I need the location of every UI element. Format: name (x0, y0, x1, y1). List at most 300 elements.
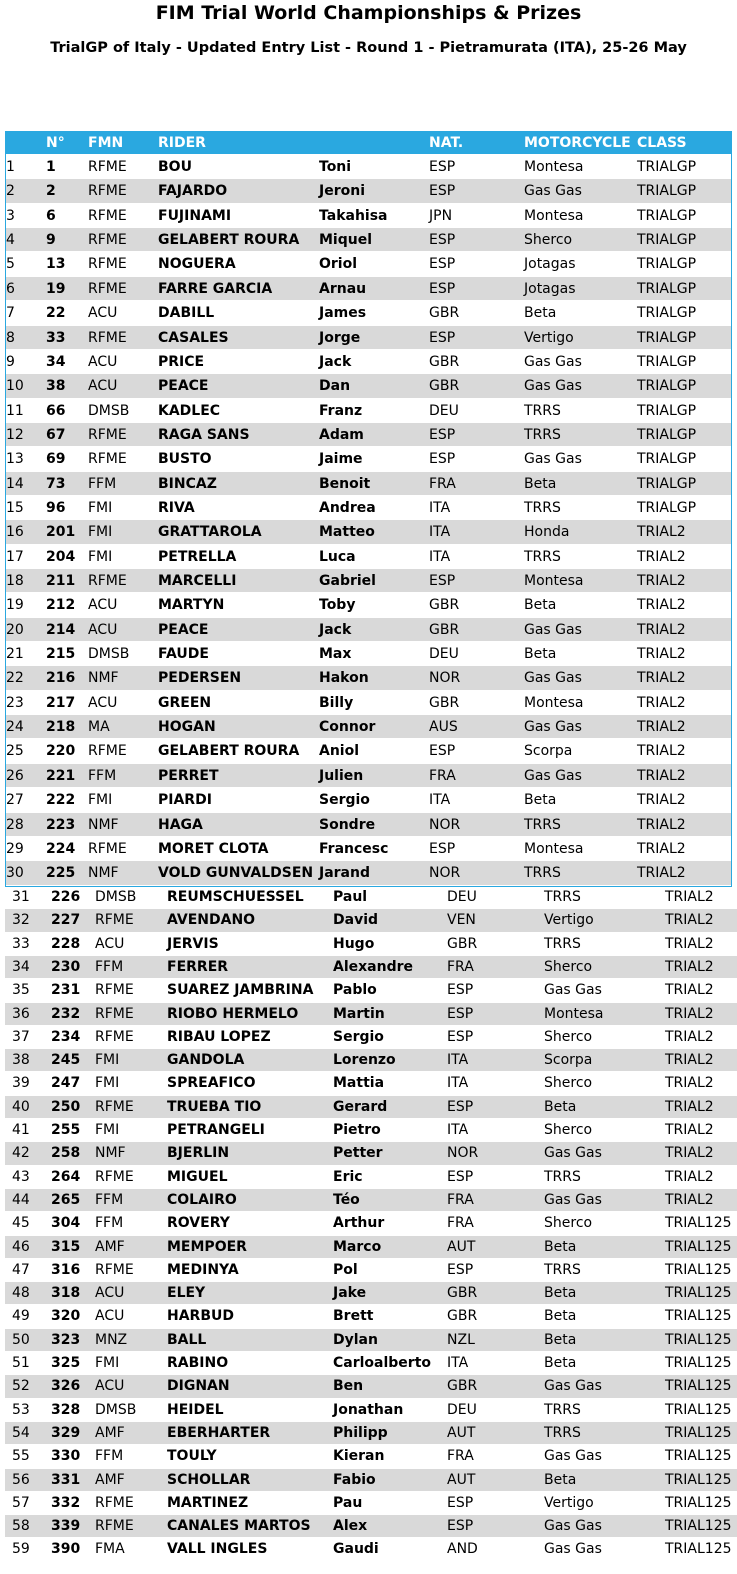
rider-surname: PEACE (158, 621, 209, 638)
rider-firstname: Arthur (333, 1215, 385, 1232)
motorcycle: TRRS (544, 889, 581, 905)
motorcycle: Scorpa (544, 1052, 593, 1069)
table-row (5, 1026, 737, 1049)
class: TRIALGP (637, 353, 697, 370)
motorcycle: Vertigo (544, 1494, 594, 1511)
rider-number: 323 (51, 1331, 81, 1348)
rider-number: 232 (51, 1005, 81, 1022)
rider-firstname: Max (319, 646, 352, 662)
motorcycle: TRRS (524, 548, 561, 565)
rider-number: 245 (51, 1052, 81, 1069)
row-index: 26 (6, 767, 24, 784)
nationality: NOR (429, 816, 461, 833)
rider-firstname: Petter (333, 1145, 383, 1162)
table-row (6, 813, 731, 837)
nationality: GBR (447, 1285, 478, 1302)
rider-number: 220 (46, 743, 76, 760)
rider-firstname: Andrea (319, 499, 376, 516)
table-row (6, 374, 731, 398)
nationality: NOR (429, 865, 461, 882)
fmn: MNZ (95, 1331, 128, 1348)
rider-surname: GREEN (158, 694, 212, 711)
table-row (6, 691, 731, 715)
fmn: FMI (88, 792, 113, 809)
row-index: 7 (6, 305, 15, 322)
rider-number: 325 (51, 1355, 81, 1371)
motorcycle: Gas Gas (524, 451, 582, 468)
table-row (5, 1422, 737, 1445)
rider-firstname: Jack (319, 353, 352, 370)
table-row (5, 1352, 737, 1375)
rider-firstname: Martin (333, 1005, 385, 1022)
nationality: ITA (429, 548, 451, 565)
class: TRIAL2 (665, 935, 714, 952)
fmn: FFM (95, 1191, 124, 1208)
rider-firstname: Marco (333, 1238, 382, 1255)
rider-surname: MARTYN (158, 597, 225, 614)
table-row (6, 545, 731, 569)
fmn: RFME (95, 1518, 134, 1535)
nationality: ESP (429, 329, 456, 346)
motorcycle: Gas Gas (544, 1518, 602, 1535)
rider-number: 217 (46, 694, 76, 711)
class: TRIAL125 (665, 1424, 732, 1441)
fmn: RFME (88, 183, 127, 200)
rider-firstname: Ben (333, 1378, 364, 1395)
fmn: RFME (88, 329, 127, 346)
rider-surname: GELABERT ROURA (158, 743, 300, 760)
table-row (5, 1166, 737, 1189)
nationality: ESP (447, 1261, 474, 1278)
rider-firstname: Kieran (333, 1448, 385, 1465)
fmn: ACU (88, 305, 118, 322)
rider-surname: PETRELLA (158, 548, 237, 565)
motorcycle: Sherco (544, 1028, 593, 1045)
fmn: RFME (88, 159, 127, 175)
motorcycle: Beta (524, 305, 557, 322)
row-index: 33 (12, 935, 30, 952)
nationality: ESP (429, 451, 456, 468)
row-index: 13 (6, 451, 24, 468)
row-index: 36 (12, 1005, 30, 1022)
class: TRIAL125 (665, 1308, 732, 1325)
class: TRIAL2 (665, 1005, 714, 1022)
rider-number: 216 (46, 670, 76, 687)
class: TRIAL2 (665, 1075, 714, 1092)
row-index: 47 (12, 1261, 30, 1278)
table-row (5, 1538, 737, 1561)
class: TRIAL2 (637, 548, 686, 565)
nationality: ESP (447, 1098, 474, 1115)
rider-number: 258 (51, 1145, 81, 1162)
rider-firstname: Pol (333, 1261, 358, 1278)
fmn: RFME (88, 426, 127, 443)
rider-surname: ROVERY (167, 1215, 230, 1232)
motorcycle: Gas Gas (524, 719, 582, 736)
nationality: ESP (429, 743, 456, 760)
row-index: 40 (12, 1098, 30, 1115)
table-row (6, 252, 731, 276)
row-index: 10 (6, 378, 24, 395)
rider-surname: MEMPOER (167, 1238, 247, 1255)
row-index: 58 (12, 1518, 30, 1535)
fmn: ACU (95, 1308, 125, 1325)
rider-surname: VOLD GUNVALDSEN (158, 865, 314, 882)
fmn: FMI (88, 499, 113, 516)
rider-surname: PETRANGELI (167, 1122, 265, 1138)
rider-firstname: Téo (333, 1191, 360, 1208)
nationality: AUT (447, 1238, 476, 1255)
class: TRIALGP (637, 207, 697, 224)
class: TRIAL2 (637, 840, 686, 857)
fmn: FMI (88, 548, 113, 565)
rider-surname: BJERLIN (167, 1145, 230, 1162)
fmn: ACU (95, 935, 125, 952)
class: TRIAL125 (665, 1378, 732, 1395)
row-index: 4 (6, 232, 15, 249)
motorcycle: Beta (544, 1308, 577, 1325)
fmn: ACU (88, 597, 118, 614)
rider-firstname: Eric (333, 1168, 363, 1185)
rider-number: 226 (51, 889, 81, 905)
rider-firstname: Miquel (319, 232, 373, 249)
rider-number: 218 (46, 719, 76, 736)
motorcycle: TRRS (544, 1401, 581, 1418)
rider-surname: CASALES (158, 329, 229, 346)
motorcycle: TRRS (524, 402, 561, 419)
motorcycle: Montesa (524, 573, 584, 589)
row-index: 34 (12, 958, 30, 975)
fmn: FFM (88, 475, 117, 492)
rider-number: 96 (46, 499, 66, 516)
fmn: NMF (88, 670, 119, 687)
motorcycle: Jotagas (524, 256, 576, 273)
class: TRIAL2 (665, 958, 714, 975)
rider-firstname: Francesc (319, 840, 389, 857)
rider-number: 326 (51, 1378, 81, 1395)
table-row (5, 1305, 737, 1328)
row-index: 21 (6, 646, 24, 662)
nationality: ITA (447, 1355, 469, 1371)
header-class: CLASS (637, 135, 687, 151)
rider-firstname: Jarand (319, 865, 370, 882)
rider-number: 66 (46, 402, 66, 419)
motorcycle: Honda (524, 524, 570, 541)
row-index: 46 (12, 1238, 30, 1255)
motorcycle: Jotagas (524, 280, 576, 297)
rider-firstname: Jonathan (333, 1401, 404, 1418)
rider-number: 224 (46, 840, 76, 857)
row-index: 41 (12, 1122, 30, 1138)
rider-surname: BALL (167, 1331, 207, 1348)
fmn: RFME (95, 1005, 134, 1022)
fmn: ACU (88, 353, 118, 370)
table-row (6, 155, 731, 179)
fmn: AMF (95, 1471, 125, 1488)
rider-surname: GANDOLA (167, 1052, 245, 1069)
motorcycle: Gas Gas (544, 1541, 602, 1558)
motorcycle: Montesa (524, 159, 584, 175)
rider-firstname: Sergio (319, 792, 370, 809)
rider-number: 231 (51, 982, 81, 999)
fmn: RFME (88, 743, 127, 760)
table-row (6, 569, 731, 593)
class: TRIAL2 (637, 670, 686, 687)
rider-firstname: Mattia (333, 1075, 385, 1092)
fmn: FFM (95, 958, 124, 975)
fmn: AMF (95, 1424, 125, 1441)
rider-surname: MEDINYA (167, 1261, 239, 1278)
row-index: 16 (6, 524, 24, 541)
rider-firstname: Jack (319, 621, 352, 638)
class: TRIAL2 (665, 1122, 714, 1138)
rider-firstname: Carloalberto (333, 1355, 432, 1371)
table-row (6, 618, 731, 642)
motorcycle: TRRS (524, 499, 561, 516)
table-row (5, 1236, 737, 1259)
table-row (6, 423, 731, 447)
rider-surname: SCHOLLAR (167, 1471, 251, 1488)
rider-number: 2 (46, 183, 56, 200)
rider-firstname: Aniol (319, 743, 360, 760)
class: TRIALGP (637, 232, 697, 249)
rider-surname: BUSTO (158, 451, 212, 468)
nationality: ESP (429, 840, 456, 857)
table-row (6, 861, 731, 885)
rider-surname: TOULY (167, 1448, 217, 1465)
rider-surname: MIGUEL (167, 1168, 228, 1185)
class: TRIAL125 (665, 1355, 732, 1371)
motorcycle: Gas Gas (524, 378, 582, 395)
nationality: VEN (447, 912, 476, 929)
rider-firstname: David (333, 912, 379, 929)
table-row (6, 496, 731, 520)
rider-firstname: Brett (333, 1308, 374, 1325)
rider-surname: FAUDE (158, 646, 209, 662)
rider-surname: DABILL (158, 305, 215, 322)
table-row (5, 1189, 737, 1212)
motorcycle: Montesa (524, 840, 584, 857)
fmn: RFME (88, 280, 127, 297)
rider-number: 34 (46, 353, 66, 370)
rider-number: 390 (51, 1541, 81, 1558)
table-row (6, 472, 731, 496)
row-index: 39 (12, 1075, 30, 1092)
motorcycle: Gas Gas (544, 1191, 602, 1208)
class: TRIALGP (637, 475, 697, 492)
nationality: FRA (429, 767, 456, 784)
table-row (6, 447, 731, 471)
motorcycle: Vertigo (544, 912, 594, 929)
nationality: DEU (429, 646, 459, 662)
table-row (5, 1119, 737, 1142)
class: TRIALGP (637, 378, 697, 395)
table-row (6, 764, 731, 788)
rider-firstname: Benoit (319, 475, 371, 492)
motorcycle: Gas Gas (544, 1145, 602, 1162)
table-row (6, 228, 731, 252)
class: TRIAL2 (637, 743, 686, 760)
row-index: 2 (6, 183, 15, 200)
motorcycle: Vertigo (524, 329, 574, 346)
rider-firstname: Dan (319, 378, 351, 395)
fmn: RFME (88, 451, 127, 468)
class: TRIAL125 (665, 1471, 732, 1488)
fmn: RFME (95, 982, 134, 999)
fmn: ACU (88, 694, 118, 711)
rider-surname: VALL INGLES (167, 1541, 268, 1558)
rider-surname: RAGA SANS (158, 426, 250, 443)
table-row (5, 979, 737, 1002)
rider-number: 339 (51, 1518, 81, 1535)
nationality: ITA (447, 1075, 469, 1092)
rider-number: 304 (51, 1215, 81, 1232)
class: TRIAL2 (665, 1098, 714, 1115)
class: TRIALGP (637, 183, 697, 200)
fmn: ACU (95, 1285, 125, 1302)
table-row (5, 886, 737, 909)
motorcycle: Beta (544, 1098, 577, 1115)
table-row (5, 1399, 737, 1422)
row-index: 20 (6, 621, 24, 638)
nationality: GBR (429, 305, 460, 322)
rider-firstname: Gerard (333, 1098, 388, 1115)
motorcycle: Beta (524, 792, 557, 809)
class: TRIAL125 (665, 1238, 732, 1255)
motorcycle: TRRS (524, 426, 561, 443)
motorcycle: Scorpa (524, 743, 573, 760)
rider-firstname: Arnau (319, 280, 367, 297)
fmn: ACU (88, 621, 118, 638)
rider-firstname: Adam (319, 426, 364, 443)
row-index: 22 (6, 670, 24, 687)
rider-surname: FARRE GARCIA (158, 280, 273, 297)
row-index: 38 (12, 1052, 30, 1069)
rider-surname: PEDERSEN (158, 670, 242, 687)
row-index: 8 (6, 329, 15, 346)
nationality: FRA (447, 1191, 474, 1208)
fmn: FMI (95, 1355, 120, 1371)
class: TRIAL125 (665, 1518, 732, 1535)
row-index: 53 (12, 1401, 30, 1418)
row-index: 56 (12, 1471, 30, 1488)
table-row (6, 350, 731, 374)
class: TRIAL125 (665, 1261, 732, 1278)
rider-surname: RIOBO HERMELO (167, 1005, 299, 1022)
nationality: ESP (447, 1518, 474, 1535)
table-row (6, 326, 731, 350)
header-motorcycle: MOTORCYCLE (524, 135, 631, 151)
rider-firstname: Pau (333, 1494, 363, 1511)
nationality: GBR (429, 694, 460, 711)
rider-firstname: Sergio (333, 1028, 384, 1045)
row-index: 23 (6, 694, 24, 711)
table-header-row (6, 131, 731, 155)
table-row (6, 204, 731, 228)
rider-firstname: Julien (319, 767, 364, 784)
table-row (5, 1259, 737, 1282)
class: TRIAL125 (665, 1541, 732, 1558)
motorcycle: Gas Gas (524, 353, 582, 370)
motorcycle: TRRS (524, 865, 561, 882)
class: TRIAL125 (665, 1448, 732, 1465)
rider-number: 211 (46, 573, 76, 589)
class: TRIALGP (637, 402, 697, 419)
rider-number: 222 (46, 792, 76, 809)
nationality: GBR (429, 597, 460, 614)
nationality: DEU (447, 1401, 477, 1418)
rider-surname: ELEY (167, 1285, 206, 1302)
rider-number: 221 (46, 767, 76, 784)
row-index: 44 (12, 1191, 30, 1208)
row-index: 9 (6, 353, 15, 370)
rider-firstname: Toni (319, 159, 352, 175)
nationality: NZL (447, 1331, 475, 1348)
nationality: GBR (429, 378, 460, 395)
fmn: DMSB (95, 889, 137, 905)
rider-number: 328 (51, 1401, 81, 1418)
row-index: 55 (12, 1448, 30, 1465)
rider-number: 316 (51, 1261, 81, 1278)
rider-surname: HAGA (158, 816, 203, 833)
motorcycle: Montesa (524, 207, 584, 224)
rider-number: 318 (51, 1285, 81, 1302)
rider-surname: SUAREZ JAMBRINA (167, 982, 314, 999)
class: TRIAL2 (637, 524, 686, 541)
row-index: 14 (6, 475, 24, 492)
rider-surname: GRATTAROLA (158, 524, 262, 541)
rider-firstname: Connor (319, 719, 376, 736)
rider-number: 230 (51, 958, 81, 975)
motorcycle: TRRS (544, 1424, 581, 1441)
rider-surname: RIVA (158, 499, 195, 516)
fmn: DMSB (88, 402, 130, 419)
table-row (6, 666, 731, 690)
class: TRIAL2 (637, 865, 686, 882)
fmn: RFME (95, 1168, 134, 1185)
row-index: 25 (6, 743, 24, 760)
rider-number: 332 (51, 1494, 81, 1511)
class: TRIAL125 (665, 1401, 732, 1418)
rider-surname: PEACE (158, 378, 209, 395)
rider-firstname: Dylan (333, 1331, 378, 1348)
class: TRIAL2 (665, 1145, 714, 1162)
nationality: AUT (447, 1471, 476, 1488)
rider-surname: RABINO (167, 1355, 229, 1371)
rider-firstname: Gaudi (333, 1541, 379, 1558)
class: TRIAL2 (637, 597, 686, 614)
header-rider: RIDER (158, 135, 206, 151)
class: TRIAL2 (637, 767, 686, 784)
fmn: RFME (88, 256, 127, 273)
class: TRIAL2 (637, 646, 686, 662)
rider-number: 214 (46, 621, 76, 638)
rider-firstname: Pablo (333, 982, 377, 999)
row-index: 32 (12, 912, 30, 929)
nationality: ITA (429, 792, 451, 809)
rider-number: 264 (51, 1168, 81, 1185)
class: TRIAL2 (665, 1052, 714, 1069)
class: TRIALGP (637, 256, 697, 273)
row-index: 28 (6, 816, 24, 833)
row-index: 50 (12, 1331, 30, 1348)
nationality: GBR (447, 1308, 478, 1325)
fmn: FMA (95, 1541, 125, 1558)
table-row (5, 909, 737, 932)
rider-firstname: Oriol (319, 256, 358, 273)
rider-number: 320 (51, 1308, 81, 1325)
rider-firstname: Alex (333, 1518, 368, 1535)
